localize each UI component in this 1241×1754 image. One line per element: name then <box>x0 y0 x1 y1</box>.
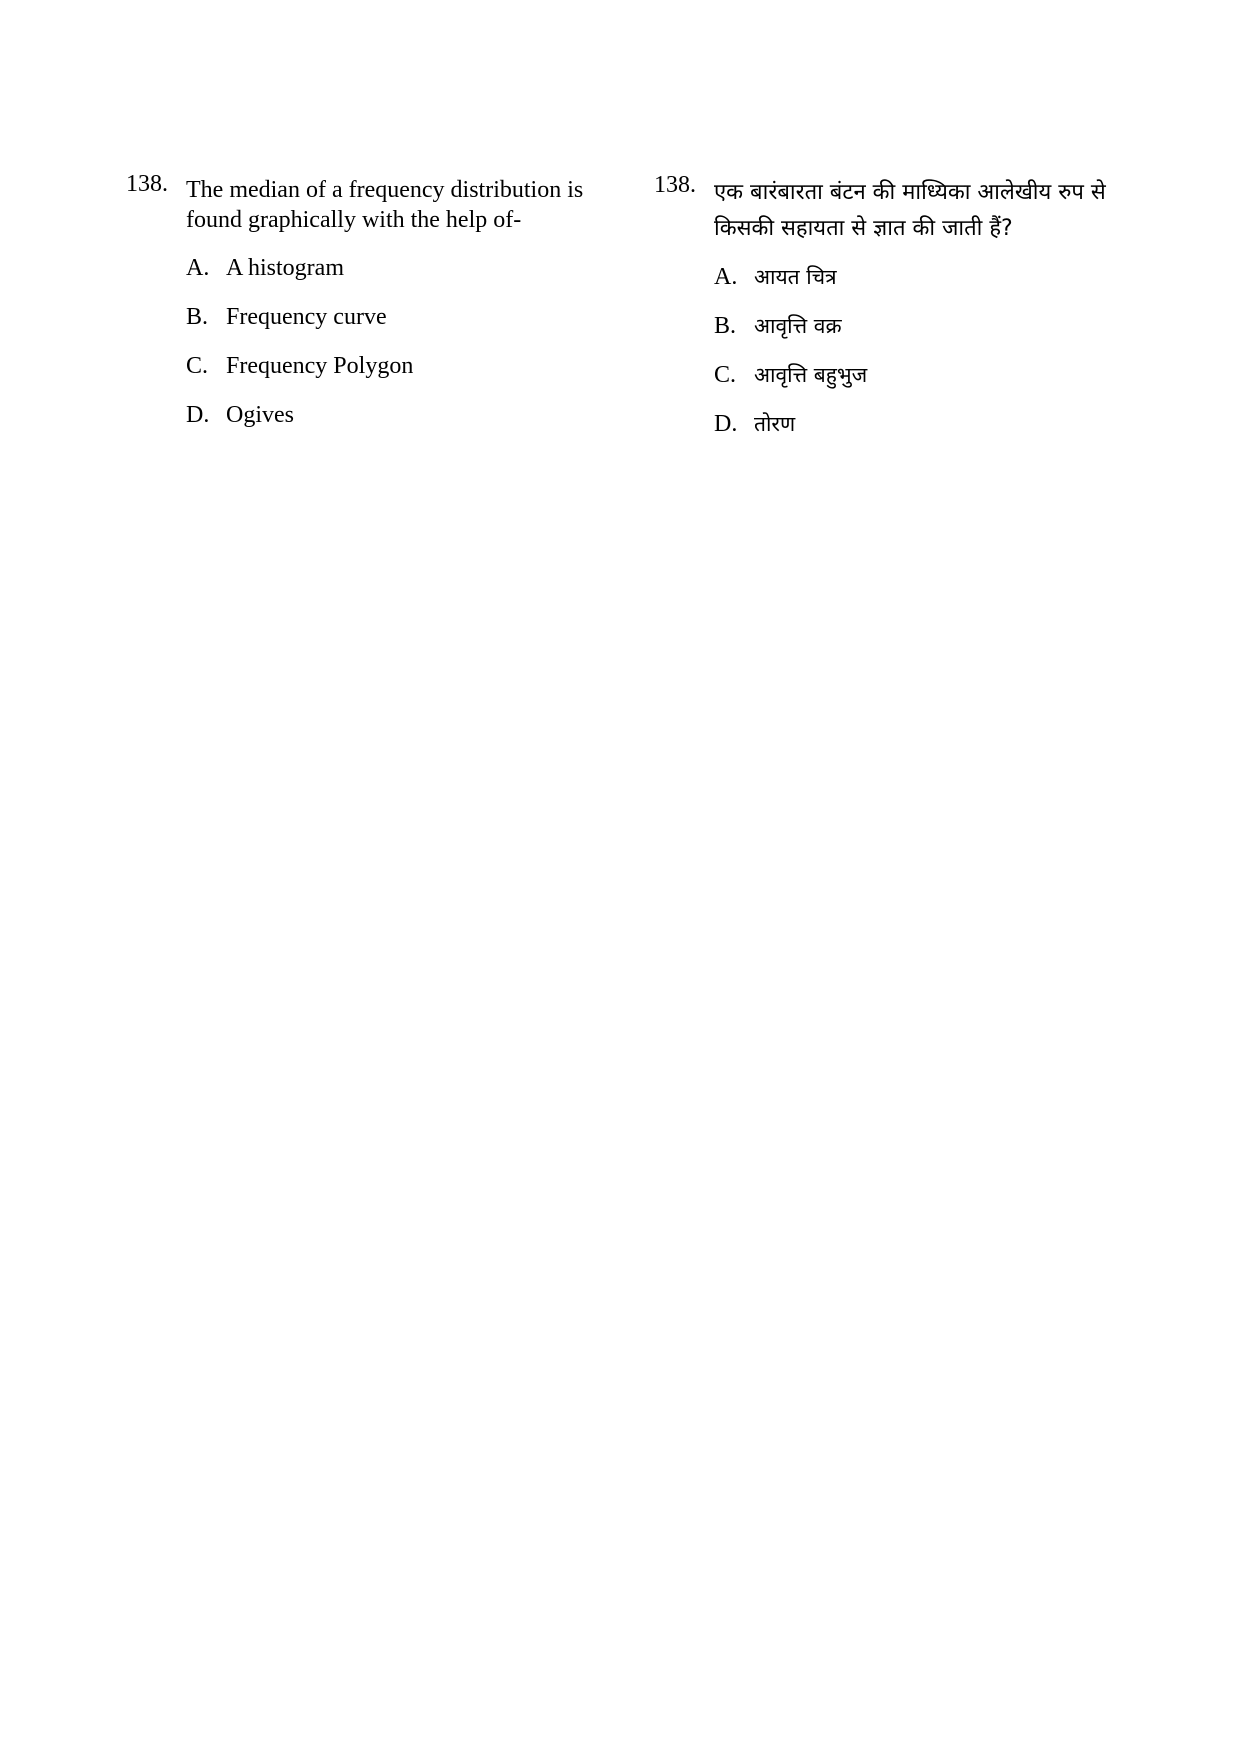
option-text: तोरण <box>754 412 796 436</box>
option-letter: D. <box>714 411 738 437</box>
option-a[interactable] <box>186 253 606 283</box>
option-c[interactable] <box>714 357 1154 393</box>
option-text: A histogram <box>226 255 344 281</box>
option-text: Ogives <box>226 402 294 428</box>
option-text: Frequency Polygon <box>226 353 414 379</box>
option-letter: A. <box>186 255 210 281</box>
question-number: 138. <box>654 172 696 198</box>
option-text: आवृत्ति वक्र <box>754 314 842 338</box>
option-text: आयत चित्र <box>754 265 837 289</box>
english-question-column <box>126 171 606 449</box>
english-question <box>126 171 606 235</box>
option-letter: B. <box>714 313 737 339</box>
english-options-list <box>126 253 606 430</box>
option-text: Frequency curve <box>226 304 387 330</box>
option-letter: D. <box>186 402 210 428</box>
option-b[interactable] <box>714 308 1154 344</box>
option-text: आवृत्ति बहुभुज <box>754 363 868 387</box>
option-letter: B. <box>186 304 209 330</box>
hindi-question <box>654 172 1154 247</box>
hindi-options-list <box>654 259 1154 442</box>
question-number: 138. <box>126 171 168 197</box>
option-a[interactable] <box>714 259 1154 295</box>
option-b[interactable] <box>186 302 606 332</box>
hindi-question-column <box>654 172 1154 455</box>
option-d[interactable] <box>714 406 1154 442</box>
question-text: The median of a frequency distribution is found graphically with the help of- <box>186 177 584 233</box>
option-letter: C. <box>186 353 209 379</box>
option-letter: C. <box>714 362 737 388</box>
question-text: एक बारंबारता बंटन की माध्यिका आलेखीय रुप से किसकी सहायता से ज्ञात की जाती हैं? <box>714 180 1106 241</box>
option-d[interactable] <box>186 400 606 430</box>
option-c[interactable] <box>186 351 606 381</box>
option-letter: A. <box>714 264 738 290</box>
